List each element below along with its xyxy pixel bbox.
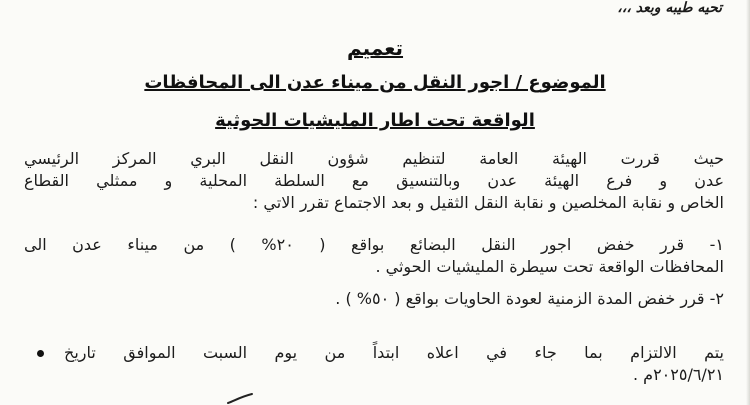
decision-line: المحافظات الواقعة تحت سيطرة المليشيات الحوثي . (375, 257, 724, 276)
subject-line-continued: الواقعة تحت اطار المليشيات الحوثية (215, 110, 535, 131)
note-line: ٢٠٢٥/٦/٢١م . (632, 365, 724, 384)
intro-line: الخاص و نقابة المخلصين و نقابة النقل الثقيل و بعد الاجتماع تقرر الاتي : (252, 193, 724, 212)
decision-item-2 (24, 288, 724, 310)
decision-item-1 (24, 234, 724, 278)
decision-line: ١- قرر خفض اجور النقل البضائع بواقع ( ٢٠% ) من ميناء عدن الى (24, 235, 725, 254)
intro-line: عدن و فرع الهيئة عدن وبالتنسيق مع السلطة المحلية و ممثلي القطاع (24, 171, 724, 190)
bullet-dot-icon (37, 350, 44, 357)
subject-line: الموضوع / اجور النقل من ميناء عدن الى المحافظات (144, 72, 606, 93)
circular-title: تعميم (346, 36, 404, 60)
note-line: يتم الالتزام بما جاء في اعلاه ابتداً من يوم السبت الموافق تاريخ (64, 343, 724, 362)
intro-line: حيث قررت الهيئة العامة لتنظيم شؤون النقل البري المركز الرئيسي (24, 149, 724, 168)
greeting-text: تحيه طيبه وبعد ،،، (617, 0, 722, 16)
pen-stroke-icon (226, 392, 256, 405)
intro-paragraph (24, 148, 724, 214)
page-edge (746, 0, 750, 405)
compliance-note-text (64, 342, 724, 386)
decision-line: ٢- قرر خفض المدة الزمنية لعودة الحاويات بواقع ( ٥٠% ) . (335, 289, 724, 308)
